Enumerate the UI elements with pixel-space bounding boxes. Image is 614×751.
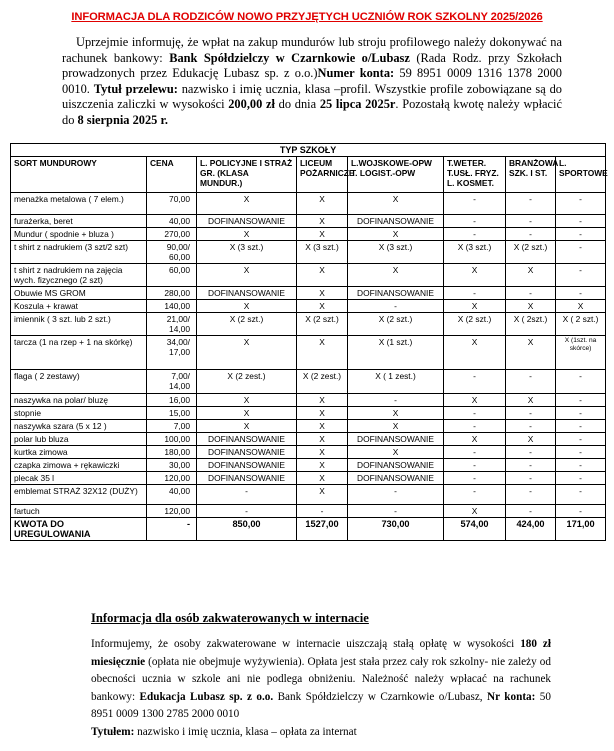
table-row — [11, 287, 606, 300]
table-row — [11, 370, 606, 394]
school-type-cell: - — [556, 505, 606, 518]
school-type-cell: X — [444, 433, 506, 446]
school-type-cell: X — [444, 505, 506, 518]
dormitory-account-number: 50 8951 0009 1300 2785 2000 0010 — [91, 690, 551, 721]
school-type-cell: - — [444, 370, 506, 394]
school-type-cell: X — [297, 433, 348, 446]
dormitory-text: nazwisko i imię ucznia, klasa – opłata za internat — [134, 725, 357, 738]
school-type-cell: - — [556, 459, 606, 472]
school-type-cell: X — [197, 300, 297, 313]
school-type-cell: X — [297, 472, 348, 485]
intro-transfer-title-label: Tytuł przelewu: — [93, 81, 178, 96]
table-row — [11, 394, 606, 407]
school-type-cell: X — [348, 264, 444, 287]
school-type-cell: - — [556, 287, 606, 300]
table-row — [11, 215, 606, 228]
school-type-cell: - — [506, 193, 556, 215]
school-type-cell: - — [197, 505, 297, 518]
item-cell: t shirt z nadrukiem (3 szt/2 szt) — [11, 241, 147, 264]
school-type-cell: X — [297, 394, 348, 407]
school-type-cell: - — [556, 241, 606, 264]
school-type-cell: - — [556, 472, 606, 485]
school-type-cell: X — [348, 228, 444, 241]
school-type-cell: X — [444, 336, 506, 370]
school-type-cell: - — [444, 287, 506, 300]
school-type-cell: X (2 szt.) — [506, 241, 556, 264]
total-row — [11, 518, 606, 541]
school-type-cell: - — [556, 193, 606, 215]
school-type-cell: DOFINANSOWANIE — [197, 459, 297, 472]
school-type-cell: X (2 zest.) — [297, 370, 348, 394]
total-amount-cell: 171,00 — [556, 518, 606, 541]
column-header: SORT MUNDUROWY — [11, 157, 147, 193]
school-type-cell: X (3 szt.) — [348, 241, 444, 264]
school-type-cell: - — [297, 505, 348, 518]
table-row — [11, 228, 606, 241]
school-type-cell: - — [506, 407, 556, 420]
school-type-cell: X — [197, 336, 297, 370]
uniform-table — [10, 143, 606, 541]
school-type-cell: X ( 2 szt.) — [556, 313, 606, 336]
column-header: BRANŻOWA SZK. I ST. — [506, 157, 556, 193]
total-amount-cell: 574,00 — [444, 518, 506, 541]
school-type-cell: X (1szt. na skórce) — [556, 336, 606, 370]
table-row — [11, 446, 606, 459]
item-cell: naszywka szara (5 x 12 ) — [11, 420, 147, 433]
dormitory-account-label: Nr konta: — [487, 690, 536, 703]
column-header: L. SPORTOWE — [556, 157, 606, 193]
school-type-cell: X — [506, 433, 556, 446]
school-type-cell: - — [506, 228, 556, 241]
school-type-cell: - — [556, 433, 606, 446]
school-type-cell: X — [197, 264, 297, 287]
school-type-cell: - — [348, 394, 444, 407]
school-type-cell: X — [197, 193, 297, 215]
table-group-header-row — [11, 144, 606, 157]
school-type-cell: - — [556, 407, 606, 420]
total-amount-cell: 730,00 — [348, 518, 444, 541]
school-type-cell: - — [348, 505, 444, 518]
price-cell: 40,00 — [147, 485, 197, 505]
price-cell: 60,00 — [147, 264, 197, 287]
school-type-cell: DOFINANSOWANIE — [348, 459, 444, 472]
school-type-cell: - — [506, 446, 556, 459]
school-type-cell: - — [506, 370, 556, 394]
school-type-cell: X (2 zest.) — [197, 370, 297, 394]
school-type-cell: X — [297, 336, 348, 370]
school-type-header: TYP SZKOŁY — [11, 144, 606, 157]
intro-text: . Pozostałą kwotę należy wpłacić do — [62, 97, 562, 127]
school-type-cell: X (2 szt.) — [444, 313, 506, 336]
school-type-cell: - — [556, 485, 606, 505]
column-header: L. POLICYJNE I STRAŻ GR. (KLASA MUNDUR.) — [197, 157, 297, 193]
total-amount-cell: 424,00 — [506, 518, 556, 541]
price-cell: 16,00 — [147, 394, 197, 407]
school-type-cell: - — [197, 485, 297, 505]
school-type-cell: - — [506, 485, 556, 505]
total-label: KWOTA DO UREGULOWANIA — [11, 518, 147, 541]
school-type-cell: - — [556, 446, 606, 459]
school-type-cell: DOFINANSOWANIE — [197, 287, 297, 300]
school-type-cell: - — [444, 459, 506, 472]
school-type-cell: X — [348, 420, 444, 433]
school-type-cell: X (3 szt.) — [297, 241, 348, 264]
price-cell: 180,00 — [147, 446, 197, 459]
school-type-cell: X — [348, 407, 444, 420]
table-header-row — [11, 157, 606, 193]
school-type-cell: - — [444, 193, 506, 215]
school-type-cell: X — [197, 394, 297, 407]
item-cell: Obuwie MS GROM — [11, 287, 147, 300]
item-cell: t shirt z nadrukiem na zajęcia wych. fizycznego (2 szt) — [11, 264, 147, 287]
intro-text: nazwisko i imię ucznia, klasa –profil. Wszystkie profile zobowiązane są do uiszczenia zaliczki w wysokości — [62, 81, 562, 111]
school-type-cell: - — [506, 459, 556, 472]
price-cell: 7,00/ 14,00 — [147, 370, 197, 394]
school-type-cell: DOFINANSOWANIE — [348, 287, 444, 300]
price-cell: 21,00/ 14,00 — [147, 313, 197, 336]
intro-text: Uprzejmie informuję, że wpłat na zakup mundurów lub stroju profilowego należy dokonywać na rachunek bankowy: — [62, 35, 562, 65]
school-type-cell: X — [506, 336, 556, 370]
school-type-cell: X — [297, 446, 348, 459]
school-type-cell: X — [506, 300, 556, 313]
school-type-cell: DOFINANSOWANIE — [348, 472, 444, 485]
school-type-cell: X — [348, 446, 444, 459]
school-type-cell: - — [444, 485, 506, 505]
price-cell: 100,00 — [147, 433, 197, 446]
price-cell: 140,00 — [147, 300, 197, 313]
table-row — [11, 459, 606, 472]
school-type-cell: - — [348, 485, 444, 505]
school-type-cell: X — [444, 264, 506, 287]
school-type-cell: X — [297, 287, 348, 300]
table-body — [11, 193, 606, 541]
item-cell: kurtka zimowa — [11, 446, 147, 459]
school-type-cell: X — [444, 300, 506, 313]
school-type-cell: DOFINANSOWANIE — [197, 215, 297, 228]
school-type-cell: - — [444, 215, 506, 228]
page-title: INFORMACJA DLA RODZICÓW NOWO PRZYJĘTYCH UCZNIÓW ROK SZKOLNY 2025/2026 — [71, 11, 543, 23]
dormitory-fee: 180 zł miesięcznie — [91, 638, 551, 668]
dormitory-section-title: Informacja dla osób zakwaterowanych w internacie — [91, 611, 369, 625]
table-row — [11, 433, 606, 446]
price-cell: 270,00 — [147, 228, 197, 241]
price-cell: 34,00/ 17,00 — [147, 336, 197, 370]
item-cell: naszywka na polar/ bluzę — [11, 394, 147, 407]
school-type-cell: - — [506, 472, 556, 485]
table-row — [11, 264, 606, 287]
price-cell: 40,00 — [147, 215, 197, 228]
school-type-cell: - — [444, 420, 506, 433]
school-type-cell: X ( 1 zest.) — [348, 370, 444, 394]
intro-text: (Rada Rodz. przy Szkołach prowadzonych przez Edukację Lubasz sp. z o.o.) — [62, 50, 562, 80]
table-row — [11, 241, 606, 264]
table-row — [11, 472, 606, 485]
price-cell: 15,00 — [147, 407, 197, 420]
school-type-cell: DOFINANSOWANIE — [197, 446, 297, 459]
school-type-cell: X — [297, 407, 348, 420]
school-type-cell: - — [556, 264, 606, 287]
price-cell: 70,00 — [147, 193, 197, 215]
item-cell: Mundur ( spodnie + bluza ) — [11, 228, 147, 241]
item-cell: plecak 35 l — [11, 472, 147, 485]
school-type-cell: - — [444, 472, 506, 485]
intro-account-label: Numer konta: — [317, 66, 395, 80]
school-type-cell: X (2 szt.) — [197, 313, 297, 336]
school-type-cell: X — [297, 228, 348, 241]
item-cell: menażka metalowa ( 7 elem.) — [11, 193, 147, 215]
item-cell: stopnie — [11, 407, 147, 420]
price-cell: 7,00 — [147, 420, 197, 433]
school-type-cell: X — [297, 300, 348, 313]
school-type-cell: - — [506, 420, 556, 433]
intro-text: do dnia — [274, 97, 320, 111]
item-cell: fartuch — [11, 505, 147, 518]
column-header: LICEUM POŻARNICZE — [297, 157, 348, 193]
table-row — [11, 313, 606, 336]
table-row — [11, 407, 606, 420]
table-row — [11, 420, 606, 433]
item-cell: tarcza (1 na rzep + 1 na skórkę) — [11, 336, 147, 370]
total-amount-cell: 850,00 — [197, 518, 297, 541]
school-type-cell: X ( 2szt.) — [506, 313, 556, 336]
school-type-cell: - — [556, 215, 606, 228]
school-type-cell: X — [297, 459, 348, 472]
school-type-cell: X — [297, 193, 348, 215]
intro-deposit-deadline: 25 lipca 2025r — [319, 97, 396, 111]
school-type-cell: DOFINANSOWANIE — [197, 472, 297, 485]
dormitory-payee: Edukacja Lubasz sp. z o.o. — [139, 690, 274, 703]
intro-deposit-amount: 200,00 zł — [228, 97, 275, 111]
intro-bank-name: Bank Spółdzielczy w Czarnkowie o/Lubasz — [169, 50, 410, 65]
school-type-cell: X (3 szt.) — [197, 241, 297, 264]
school-type-cell: X — [197, 420, 297, 433]
table-row — [11, 485, 606, 505]
school-type-cell: - — [444, 228, 506, 241]
school-type-cell: - — [506, 287, 556, 300]
dormitory-section-text — [91, 636, 551, 742]
school-type-cell: - — [348, 300, 444, 313]
school-type-cell: X — [556, 300, 606, 313]
price-cell: 280,00 — [147, 287, 197, 300]
intro-paragraph — [62, 35, 562, 128]
item-cell: flaga ( 2 zestawy) — [11, 370, 147, 394]
price-cell: 90,00/ 60,00 — [147, 241, 197, 264]
school-type-cell: X — [297, 264, 348, 287]
school-type-cell: - — [556, 370, 606, 394]
intro-final-deadline: 8 sierpnia 2025 r. — [77, 112, 168, 127]
item-cell: furażerka, beret — [11, 215, 147, 228]
school-type-cell: DOFINANSOWANIE — [348, 215, 444, 228]
school-type-cell: - — [556, 228, 606, 241]
dormitory-title-label: Tytułem: — [91, 725, 135, 738]
table-row — [11, 336, 606, 370]
school-type-cell: X — [197, 407, 297, 420]
total-amount-cell: 1527,00 — [297, 518, 348, 541]
table-row — [11, 193, 606, 215]
table-row — [11, 505, 606, 518]
column-header: T.WETER. T.USŁ. FRYZ. L. KOSMET. — [444, 157, 506, 193]
school-type-cell: X — [297, 485, 348, 505]
school-type-cell: X (3 szt.) — [444, 241, 506, 264]
school-type-cell: X — [297, 215, 348, 228]
total-price-cell: - — [147, 518, 197, 541]
item-cell: czapka zimowa + rękawiczki — [11, 459, 147, 472]
school-type-cell: X — [297, 420, 348, 433]
school-type-cell: - — [506, 505, 556, 518]
table-row — [11, 300, 606, 313]
item-cell: Koszula + krawat — [11, 300, 147, 313]
school-type-cell: X — [197, 228, 297, 241]
school-type-cell: DOFINANSOWANIE — [348, 433, 444, 446]
price-cell: 120,00 — [147, 505, 197, 518]
school-type-cell: X — [348, 193, 444, 215]
school-type-cell: X — [444, 394, 506, 407]
school-type-cell: X — [506, 394, 556, 407]
school-type-cell: X — [506, 264, 556, 287]
school-type-cell: - — [444, 446, 506, 459]
school-type-cell: - — [556, 394, 606, 407]
school-type-cell: X (1 szt.) — [348, 336, 444, 370]
column-header: L.WOJSKOWE-OPW T. LOGIST.-OPW — [348, 157, 444, 193]
intro-account-number: 59 8951 0009 1316 1378 2000 0010. — [62, 66, 562, 96]
item-cell: imiennik ( 3 szt. lub 2 szt.) — [11, 313, 147, 336]
school-type-cell: - — [444, 407, 506, 420]
school-type-cell: X (2 szt.) — [297, 313, 348, 336]
school-type-cell: - — [556, 420, 606, 433]
item-cell: polar lub bluza — [11, 433, 147, 446]
price-cell: 30,00 — [147, 459, 197, 472]
dormitory-text: Informujemy, że osoby zakwaterowane w internacie uiszczają stałą opłatę w wysokości — [91, 638, 521, 650]
school-type-cell: DOFINANSOWANIE — [197, 433, 297, 446]
dormitory-text: Bank Spółdzielczy w Czarnkowie o/Lubasz, — [273, 690, 488, 703]
school-type-cell: - — [506, 215, 556, 228]
price-cell: 120,00 — [147, 472, 197, 485]
column-header: CENA — [147, 157, 197, 193]
dormitory-text: (opłata nie obejmuje wyżywienia). Opłata jest stała przez cały rok szkolny- nie zależy od obecności ucznia w szkole ani nie podlega obniżeniu. Należność należy wpłacać na rachunek bankowy: — [91, 655, 551, 703]
item-cell: emblemat STRAŻ 32X12 (DUŻY) — [11, 485, 147, 505]
school-type-cell: X (2 szt.) — [348, 313, 444, 336]
